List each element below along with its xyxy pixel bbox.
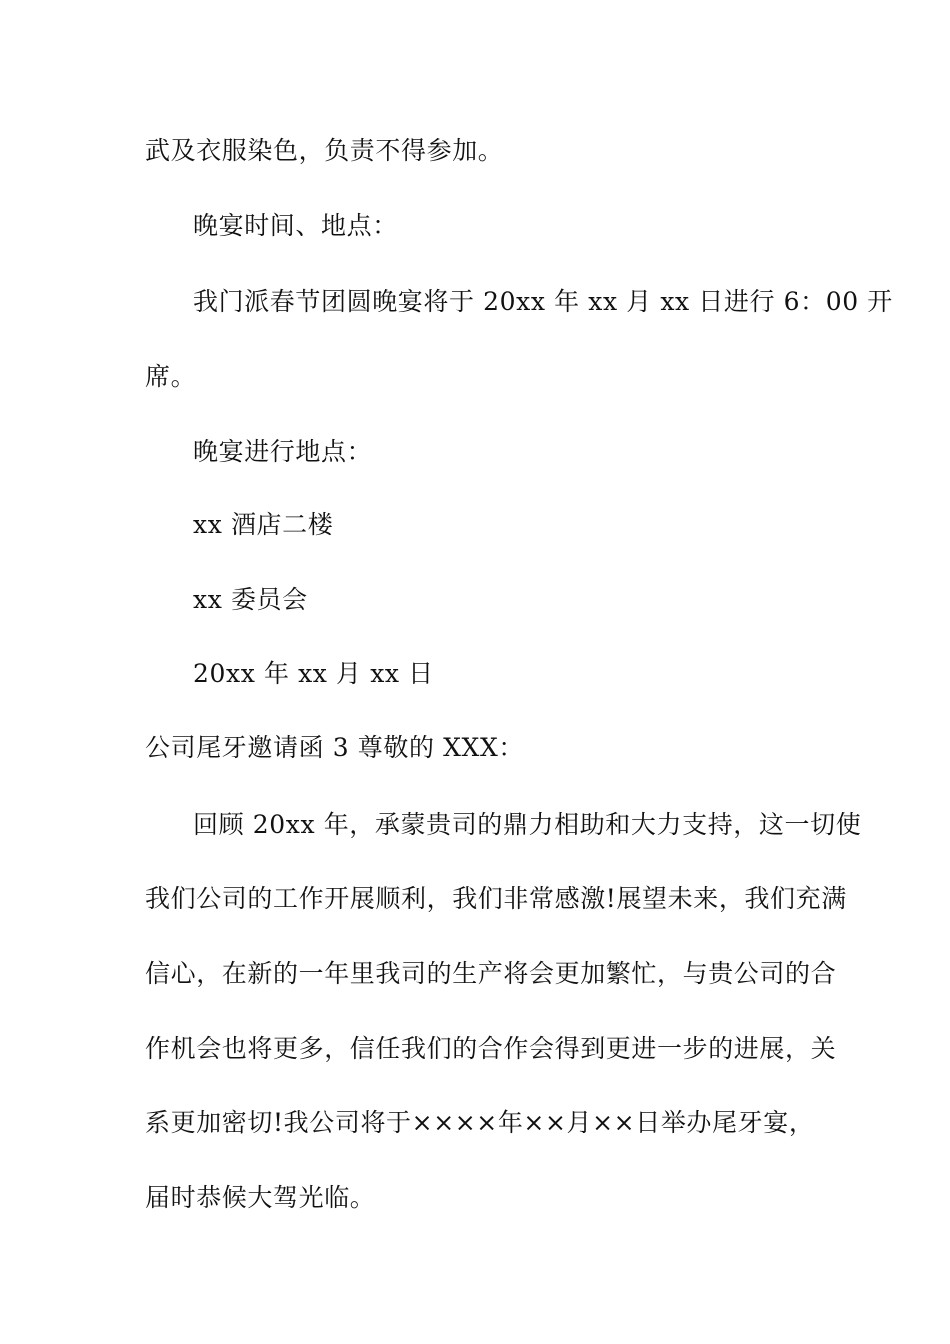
date-line: 20xx 年 xx 月 xx 日 bbox=[193, 659, 434, 688]
section-heading: 晚宴进行地点： bbox=[193, 437, 373, 466]
text-line: 回顾 20xx 年，承蒙贵司的鼎力相助和大力支持，这一切使 bbox=[193, 810, 862, 839]
text-line: 武及衣服染色，负责不得参加。 bbox=[145, 136, 504, 165]
letter-heading: 公司尾牙邀请函 3 尊敬的 XXX： bbox=[145, 733, 524, 762]
section-heading: 晚宴时间、地点： bbox=[193, 211, 398, 240]
text-line: 系更加密切!我公司将于××××年××月××日举办尾牙宴， bbox=[145, 1108, 815, 1137]
text-line: 我门派春节团圆晚宴将于 20xx 年 xx 月 xx 日进行 6：00 开 bbox=[193, 287, 893, 316]
text-line: 届时恭候大驾光临。 bbox=[145, 1183, 376, 1212]
signature-line: xx 委员会 bbox=[193, 585, 308, 614]
text-line: 信心，在新的一年里我司的生产将会更加繁忙，与贵公司的合 bbox=[145, 959, 837, 988]
text-line: 我们公司的工作开展顺利，我们非常感激!展望未来，我们充满 bbox=[145, 884, 847, 913]
venue-line: xx 酒店二楼 bbox=[193, 510, 334, 539]
text-line: 席。 bbox=[145, 362, 197, 391]
text-line: 作机会也将更多，信任我们的合作会得到更进一步的进展，关 bbox=[145, 1034, 837, 1063]
